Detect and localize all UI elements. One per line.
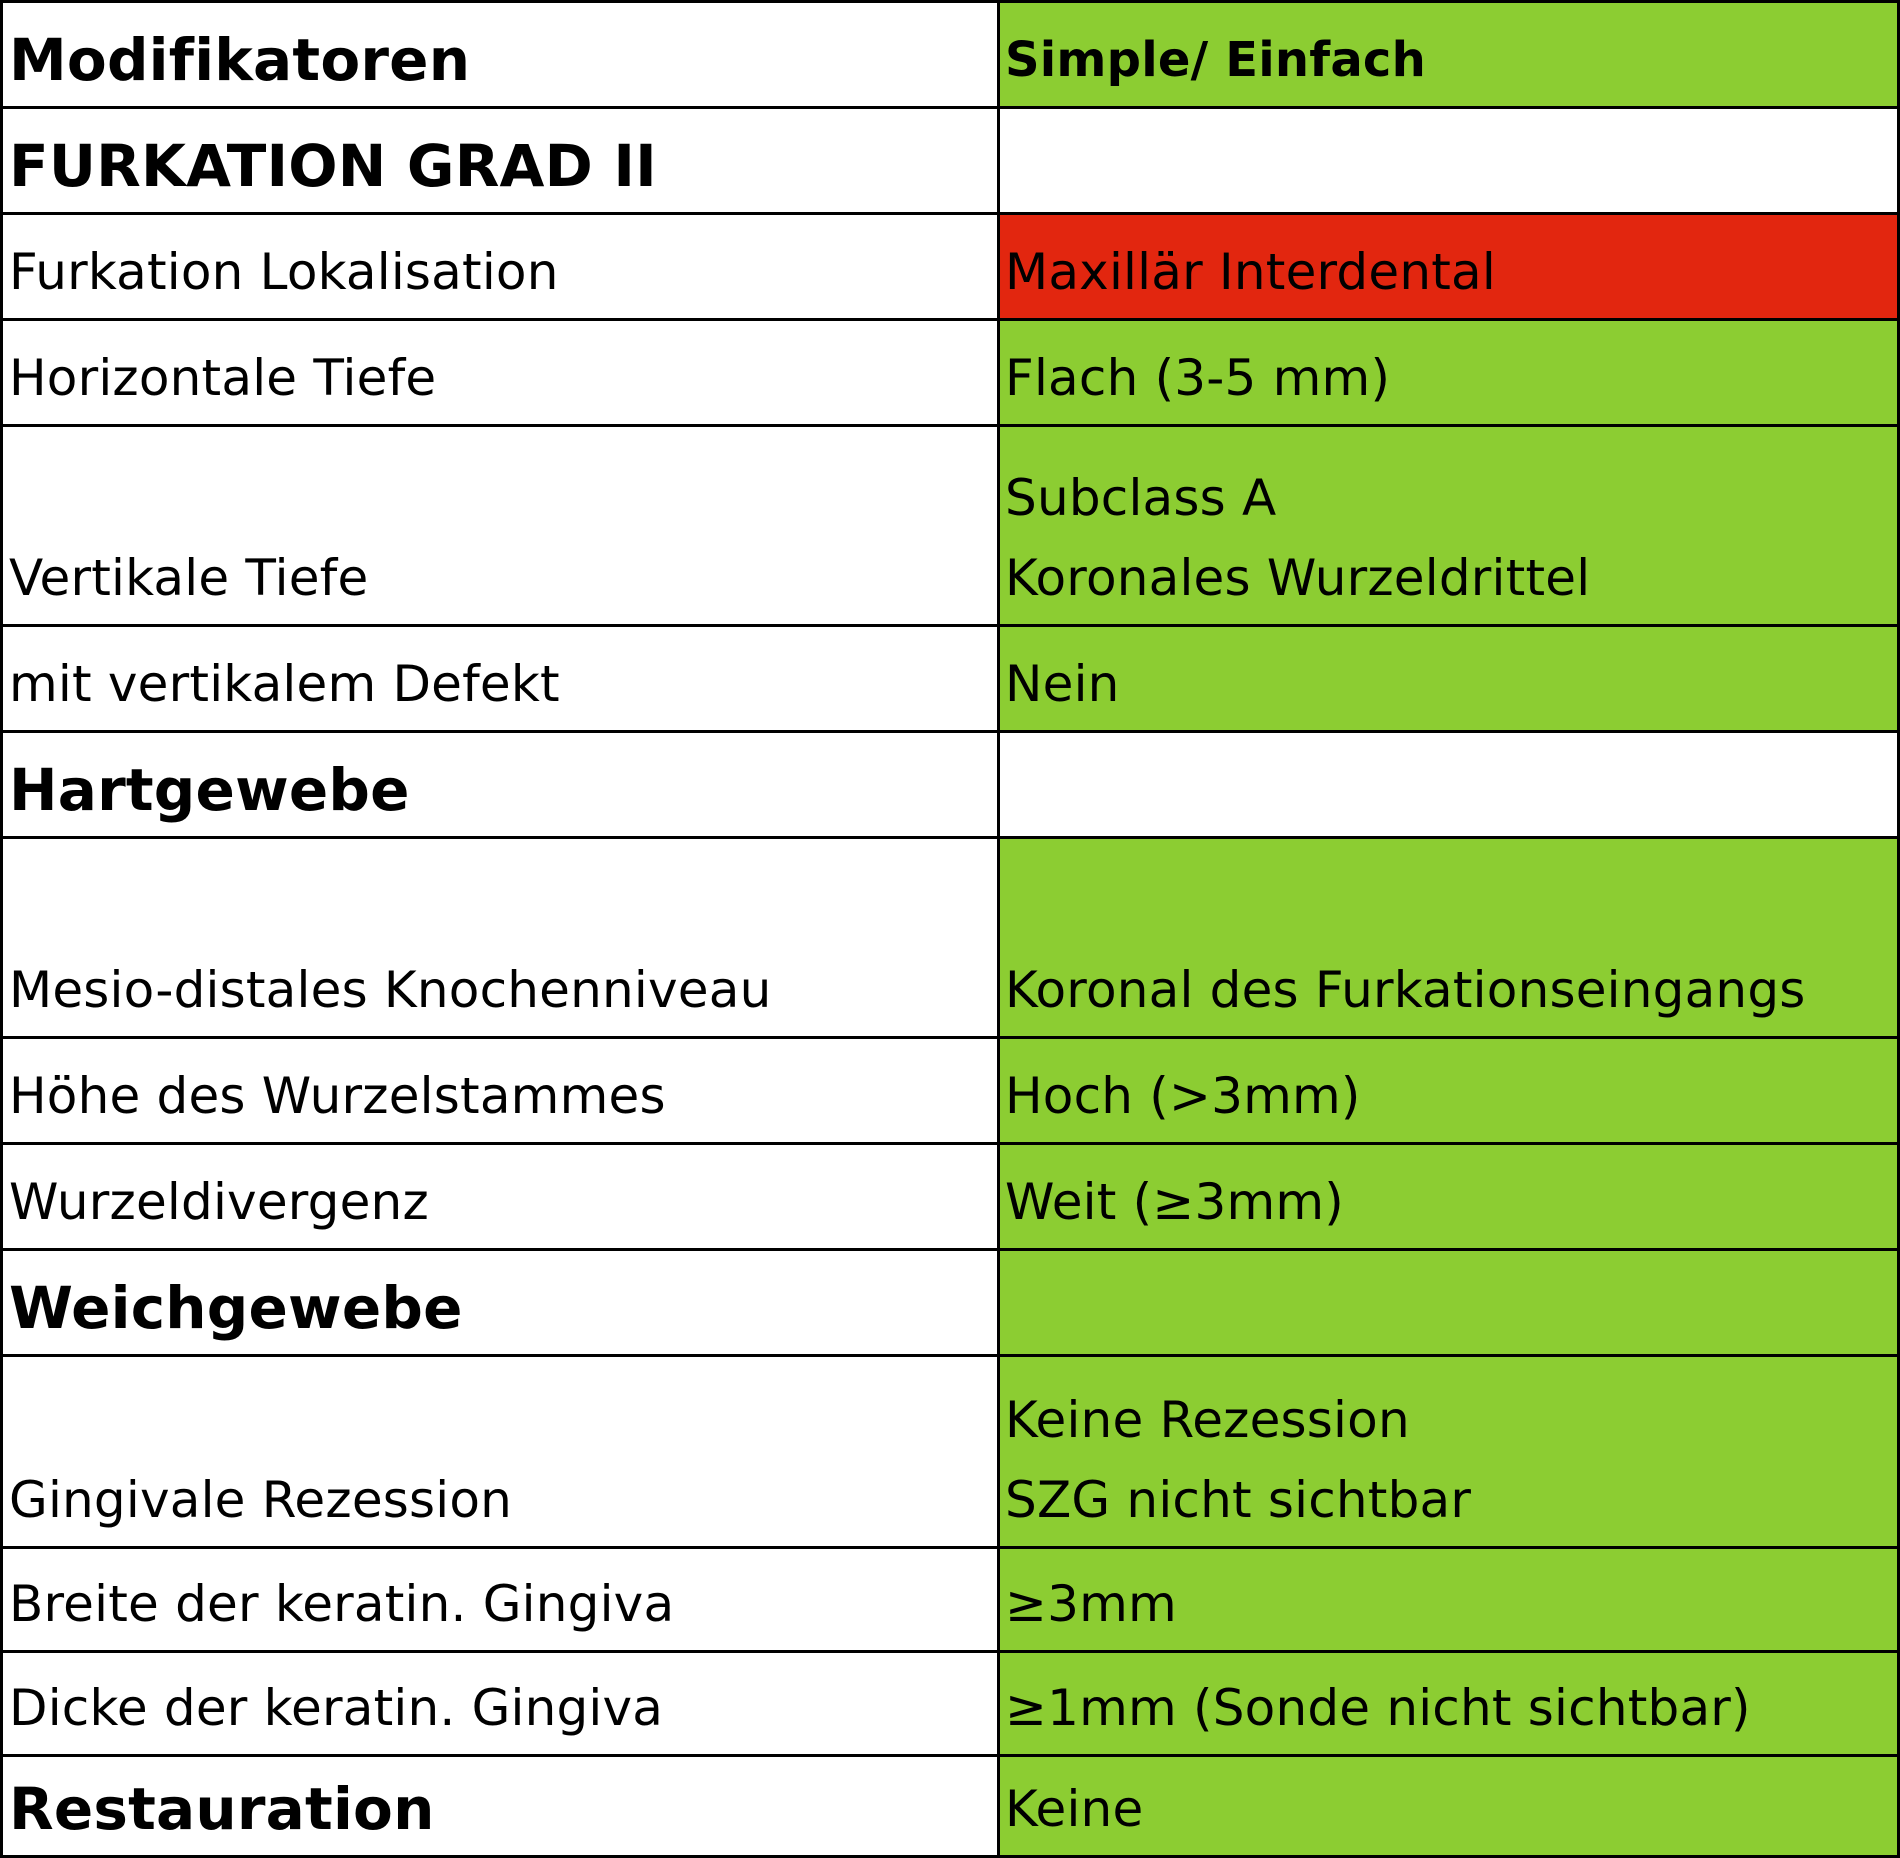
row-label-cell (0, 212, 997, 318)
row-value-cell (997, 730, 1900, 836)
row-value-cell-highlight (997, 212, 1900, 318)
row-value: Weit (≥3mm) (1005, 1173, 1344, 1231)
row-value: ≥3mm (1005, 1575, 1177, 1633)
table-header-row (0, 0, 1900, 106)
row-label-cell (0, 424, 997, 624)
row-value-cell (997, 1036, 1900, 1142)
row-value-multiline (1005, 458, 1590, 618)
row-label-cell (0, 1354, 997, 1546)
section-heading-weichgewebe: Weichgewebe (9, 1274, 463, 1342)
row-value-cell (997, 1650, 1900, 1754)
row-value-line: SZG nicht sichtbar (1005, 1471, 1472, 1529)
table-row (0, 624, 1900, 730)
row-value: Nein (1005, 655, 1120, 713)
row-value-cell (997, 318, 1900, 424)
header-cell-modifikatoren (0, 0, 997, 106)
table-row (0, 212, 1900, 318)
row-value-cell (997, 1142, 1900, 1248)
table-row (0, 730, 1900, 836)
row-label: Horizontale Tiefe (9, 349, 437, 407)
row-label: Wurzeldivergenz (9, 1173, 429, 1231)
row-label: Gingivale Rezession (9, 1471, 513, 1529)
row-value: Koronal des Furkationseingangs (1005, 961, 1806, 1019)
row-label: Höhe des Wurzelstammes (9, 1067, 666, 1125)
row-value-cell (997, 1354, 1900, 1546)
row-label-cell (0, 730, 997, 836)
row-label-cell (0, 1248, 997, 1354)
table-row (0, 836, 1900, 1036)
section-heading-hartgewebe: Hartgewebe (9, 756, 410, 824)
row-label: Vertikale Tiefe (9, 549, 369, 607)
row-value-cell (997, 1248, 1900, 1354)
row-value-line: Keine Rezession (1005, 1391, 1410, 1449)
header-label: Modifikatoren (9, 26, 471, 94)
row-value: Keine (1005, 1780, 1144, 1838)
row-label-cell (0, 1754, 997, 1858)
row-value-cell (997, 106, 1900, 212)
row-value-cell (997, 424, 1900, 624)
row-label-cell (0, 1036, 997, 1142)
row-label-cell (0, 318, 997, 424)
row-value: Hoch (>3mm) (1005, 1067, 1361, 1125)
header-cell-simple (997, 0, 1900, 106)
row-value-line: Koronales Wurzeldrittel (1005, 549, 1591, 607)
row-label: Breite der keratin. Gingiva (9, 1575, 675, 1633)
row-label: Furkation Lokalisation (9, 243, 559, 301)
row-value: Flach (3-5 mm) (1005, 349, 1391, 407)
table-row (0, 1036, 1900, 1142)
table-row (0, 1754, 1900, 1858)
row-value: Maxillär Interdental (1005, 243, 1496, 301)
section-heading-furkation: FURKATION GRAD II (9, 132, 657, 200)
row-value: ≥1mm (Sonde nicht sichtbar) (1005, 1679, 1751, 1737)
table-row (0, 1248, 1900, 1354)
row-label-cell (0, 1546, 997, 1650)
row-label: mit vertikalem Defekt (9, 655, 560, 713)
row-label-cell (0, 1142, 997, 1248)
row-label-cell (0, 624, 997, 730)
table-row (0, 106, 1900, 212)
table-row (0, 1546, 1900, 1650)
row-value-cell (997, 836, 1900, 1036)
row-value-line: Subclass A (1005, 469, 1277, 527)
row-value-cell (997, 1754, 1900, 1858)
table-row (0, 318, 1900, 424)
row-label: Dicke der keratin. Gingiva (9, 1679, 664, 1737)
row-value-cell (997, 1546, 1900, 1650)
row-label-cell (0, 1650, 997, 1754)
row-value-multiline (1005, 1380, 1471, 1540)
section-heading-restauration: Restauration (9, 1775, 435, 1843)
row-value-cell (997, 624, 1900, 730)
table-row (0, 1354, 1900, 1546)
table-row (0, 1650, 1900, 1754)
table-row (0, 1142, 1900, 1248)
row-label-cell (0, 836, 997, 1036)
table-row (0, 424, 1900, 624)
header-value: Simple/ Einfach (1005, 32, 1426, 88)
row-label: Mesio-distales Knochenniveau (9, 961, 772, 1019)
row-label-cell (0, 106, 997, 212)
